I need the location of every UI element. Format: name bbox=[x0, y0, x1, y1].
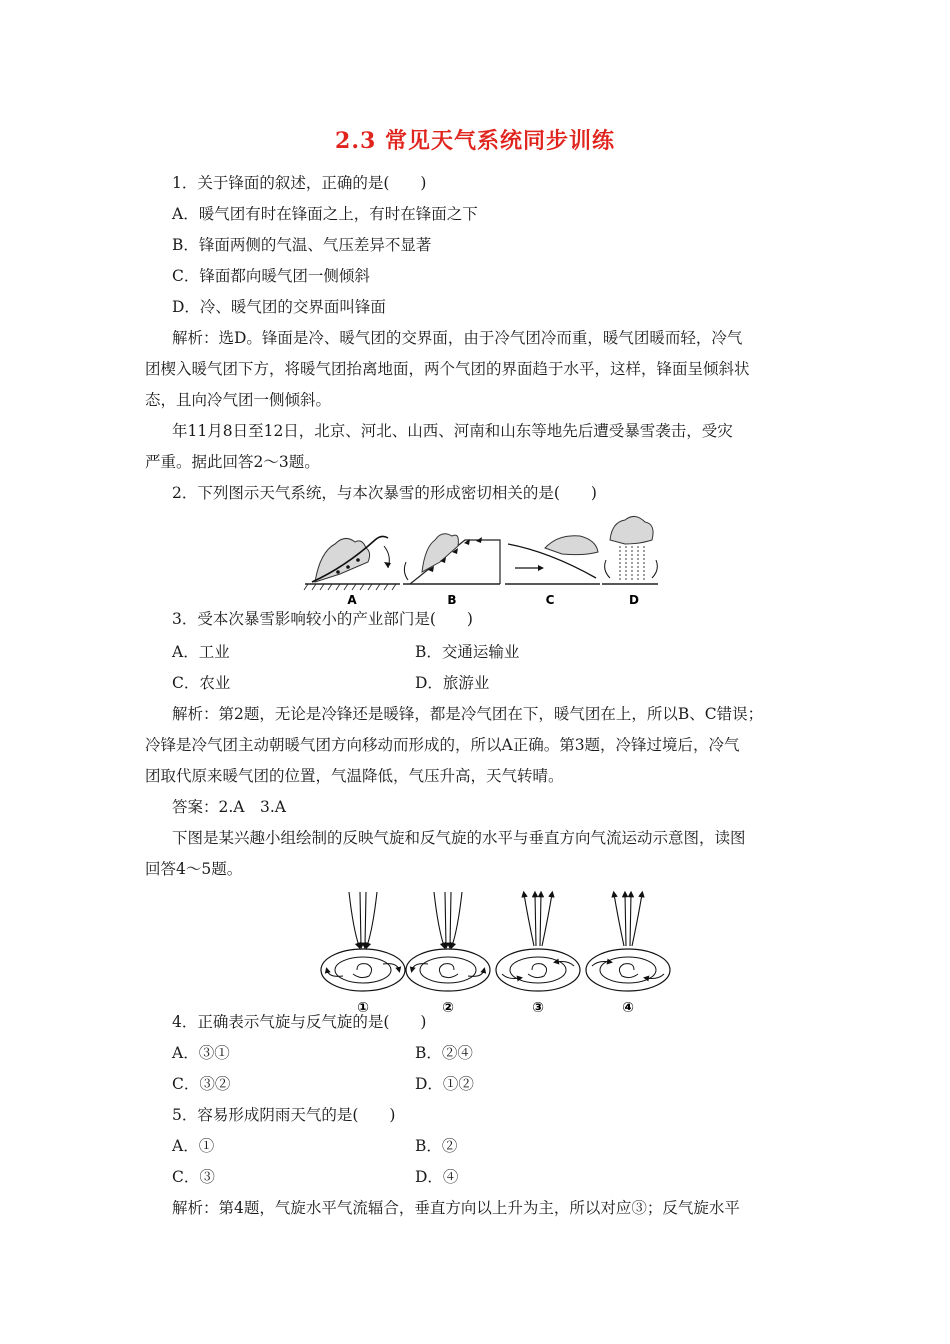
figure-label-a: A bbox=[347, 593, 357, 607]
question-1-analysis-line-2: 团楔入暖气团下方，将暖气团抬离地面，两个气团的界面趋于水平，这样，锋面呈倾斜状 bbox=[145, 360, 750, 378]
question-3-option-d: D．旅游业 bbox=[415, 674, 490, 692]
question-1-analysis-line-1: 解析：选D。锋面是冷、暖气团的交界面，由于冷气团冷而重，暖气团暖而轻，冷气 bbox=[172, 329, 743, 347]
question-1-stem: 1．关于锋面的叙述，正确的是( ) bbox=[172, 174, 427, 192]
diagram-label-2: ② bbox=[442, 1000, 454, 1016]
figure-d-convection bbox=[602, 516, 658, 584]
diagram-3-ascending bbox=[496, 894, 580, 991]
question-1-option-d: D．冷、暖气团的交界面叫锋面 bbox=[172, 298, 386, 316]
intro-2-3-line-1: 年11月8日至12日，北京、河北、山西、河南和山东等地先后遭受暴雪袭击，受灾 bbox=[172, 422, 733, 440]
question-4-option-c: C．③② bbox=[172, 1075, 231, 1093]
diagram-label-3: ③ bbox=[532, 1000, 544, 1016]
analysis-4-5-line-1: 解析：第4题，气旋水平气流辐合，垂直方向以上升为主，所以对应③；反气旋水平 bbox=[172, 1199, 740, 1217]
question-4-option-d: D．①② bbox=[415, 1075, 474, 1093]
intro-4-5-line-1: 下图是某兴趣小组绘制的反映气旋和反气旋的水平与垂直方向气流运动示意图，读图 bbox=[172, 829, 746, 847]
analysis-2-3-line-1: 解析：第2题，无论是冷锋还是暖锋，都是冷气团在下，暖气团在上，所以B、C错误； bbox=[172, 705, 764, 723]
diagram-1-descending bbox=[321, 892, 405, 991]
diagram-label-4: ④ bbox=[622, 1000, 634, 1016]
cyclone-anticyclone-figure bbox=[318, 888, 678, 1016]
question-1-analysis-line-3: 态，且向冷气团一侧倾斜。 bbox=[145, 391, 332, 409]
answer-2-3: 答案：2.A 3.A bbox=[172, 798, 286, 816]
question-2-stem: 2．下列图示天气系统，与本次暴雪的形成密切相关的是( ) bbox=[172, 484, 597, 502]
question-3-option-c: C．农业 bbox=[172, 674, 231, 692]
question-1-option-b: B．锋面两侧的气温、气压差异不显著 bbox=[172, 236, 432, 254]
question-3-stem: 3．受本次暴雪影响较小的产业部门是( ) bbox=[172, 610, 473, 628]
figure-label-c: C bbox=[545, 593, 555, 607]
intro-2-3-line-2: 严重。据此回答2～3题。 bbox=[145, 453, 320, 471]
question-4-option-b: B．②④ bbox=[415, 1044, 473, 1062]
question-1-option-c: C．锋面都向暖气团一侧倾斜 bbox=[172, 267, 370, 285]
figure-b-cold-front bbox=[403, 534, 500, 584]
page-title: 2.3 常见天气系统同步训练 bbox=[335, 128, 615, 154]
weather-systems-figure bbox=[300, 512, 660, 612]
question-3-option-a: A．工业 bbox=[172, 643, 230, 661]
question-5-stem: 5．容易形成阴雨天气的是( ) bbox=[172, 1106, 396, 1124]
diagram-2-descending bbox=[406, 892, 490, 991]
figure-label-d: D bbox=[629, 593, 639, 607]
analysis-2-3-line-3: 团取代原来暖气团的位置，气温降低，气压升高，天气转晴。 bbox=[145, 767, 564, 785]
question-5-option-c: C．③ bbox=[172, 1168, 215, 1186]
question-5-option-d: D．④ bbox=[415, 1168, 459, 1186]
diagram-4-ascending bbox=[586, 894, 670, 991]
analysis-2-3-line-2: 冷锋是冷气团主动朝暖气团方向移动而形成的，所以A正确。第3题，冷锋过境后，冷气 bbox=[145, 736, 740, 754]
question-4-option-a: A．③① bbox=[172, 1044, 230, 1062]
question-5-option-b: B．② bbox=[415, 1137, 458, 1155]
figure-c-frontal-system bbox=[505, 536, 600, 584]
question-1-option-a: A．暖气团有时在锋面之上，有时在锋面之下 bbox=[172, 205, 478, 223]
diagram-label-1: ① bbox=[357, 1000, 369, 1016]
question-3-option-b: B．交通运输业 bbox=[415, 643, 520, 661]
figure-label-b: B bbox=[447, 593, 457, 607]
question-4-stem: 4．正确表示气旋与反气旋的是( ) bbox=[172, 1013, 427, 1031]
figure-a-warm-front bbox=[304, 536, 400, 590]
intro-4-5-line-2: 回答4～5题。 bbox=[145, 860, 243, 878]
question-5-option-a: A．① bbox=[172, 1137, 215, 1155]
